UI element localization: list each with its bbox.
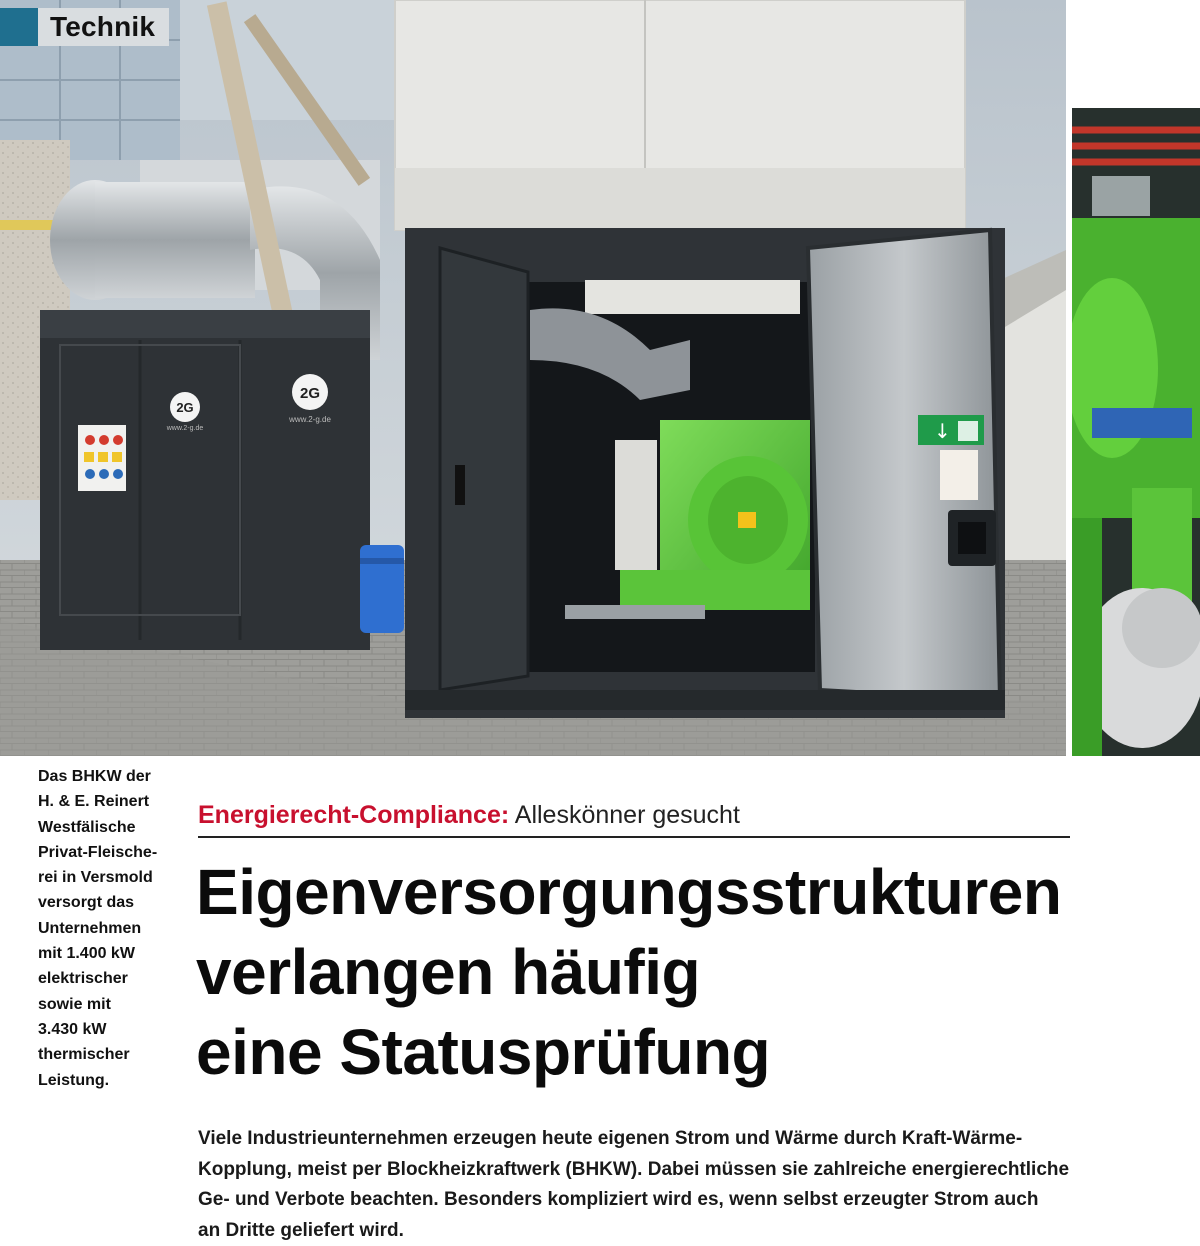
svg-text:www.2-g.de: www.2-g.de: [288, 415, 331, 424]
lead-line: an Dritte geliefert wird.: [198, 1216, 1058, 1246]
caption-line: thermischer: [38, 1042, 178, 1067]
section-tag: [0, 8, 169, 46]
svg-text:2G: 2G: [176, 400, 193, 415]
svg-text:2G: 2G: [300, 385, 320, 402]
headline-line: Eigenversorgungsstrukturen: [196, 852, 1096, 932]
svg-text:www.2-g.de: www.2-g.de: [166, 425, 204, 432]
lead-line: Ge- und Verbote beachten. Besonders kompliziert wird es, wenn selbst erzeugter Strom auch: [198, 1185, 1058, 1216]
section-tag-label: Technik: [50, 11, 155, 43]
kicker: [198, 798, 1070, 832]
caption-line: versorgt das: [38, 890, 178, 915]
caption-line: sowie mit: [38, 992, 178, 1017]
article-lead: [198, 1124, 1058, 1246]
caption-line: mit 1.400 kW: [38, 941, 178, 966]
kicker-divider: [198, 836, 1070, 838]
kicker-topic: Energierecht-Compliance:: [198, 801, 509, 829]
caption-line: Westfälische: [38, 815, 178, 840]
caption-line: elektrischer: [38, 966, 178, 991]
headline-line: eine Statusprüfung: [196, 1012, 1096, 1092]
caption-line: H. & E. Reinert: [38, 789, 178, 814]
section-tag-marker: [0, 8, 38, 46]
photo-caption: [38, 764, 178, 1093]
caption-line: Privat-Fleische-: [38, 840, 178, 865]
headline-line: verlangen häufig: [196, 932, 1096, 1012]
caption-line: Das BHKW der: [38, 764, 178, 789]
side-photo: [1072, 108, 1200, 756]
caption-line: rei in Versmold: [38, 865, 178, 890]
caption-line: Unternehmen: [38, 916, 178, 941]
lead-line: Kopplung, meist per Blockheizkraftwerk (BHKW). Dabei müssen sie zahlreiche energierechtliche: [198, 1155, 1058, 1186]
article-headline: [196, 852, 1096, 1092]
caption-line: 3.430 kW: [38, 1017, 178, 1042]
caption-line: Leistung.: [38, 1068, 178, 1093]
kicker-subtitle: Alleskönner gesucht: [515, 801, 740, 829]
lead-line: Viele Industrieunternehmen erzeugen heute eigenen Strom und Wärme durch Kraft-Wärme-: [198, 1124, 1058, 1155]
svg-text:↓: ↓: [934, 419, 951, 443]
